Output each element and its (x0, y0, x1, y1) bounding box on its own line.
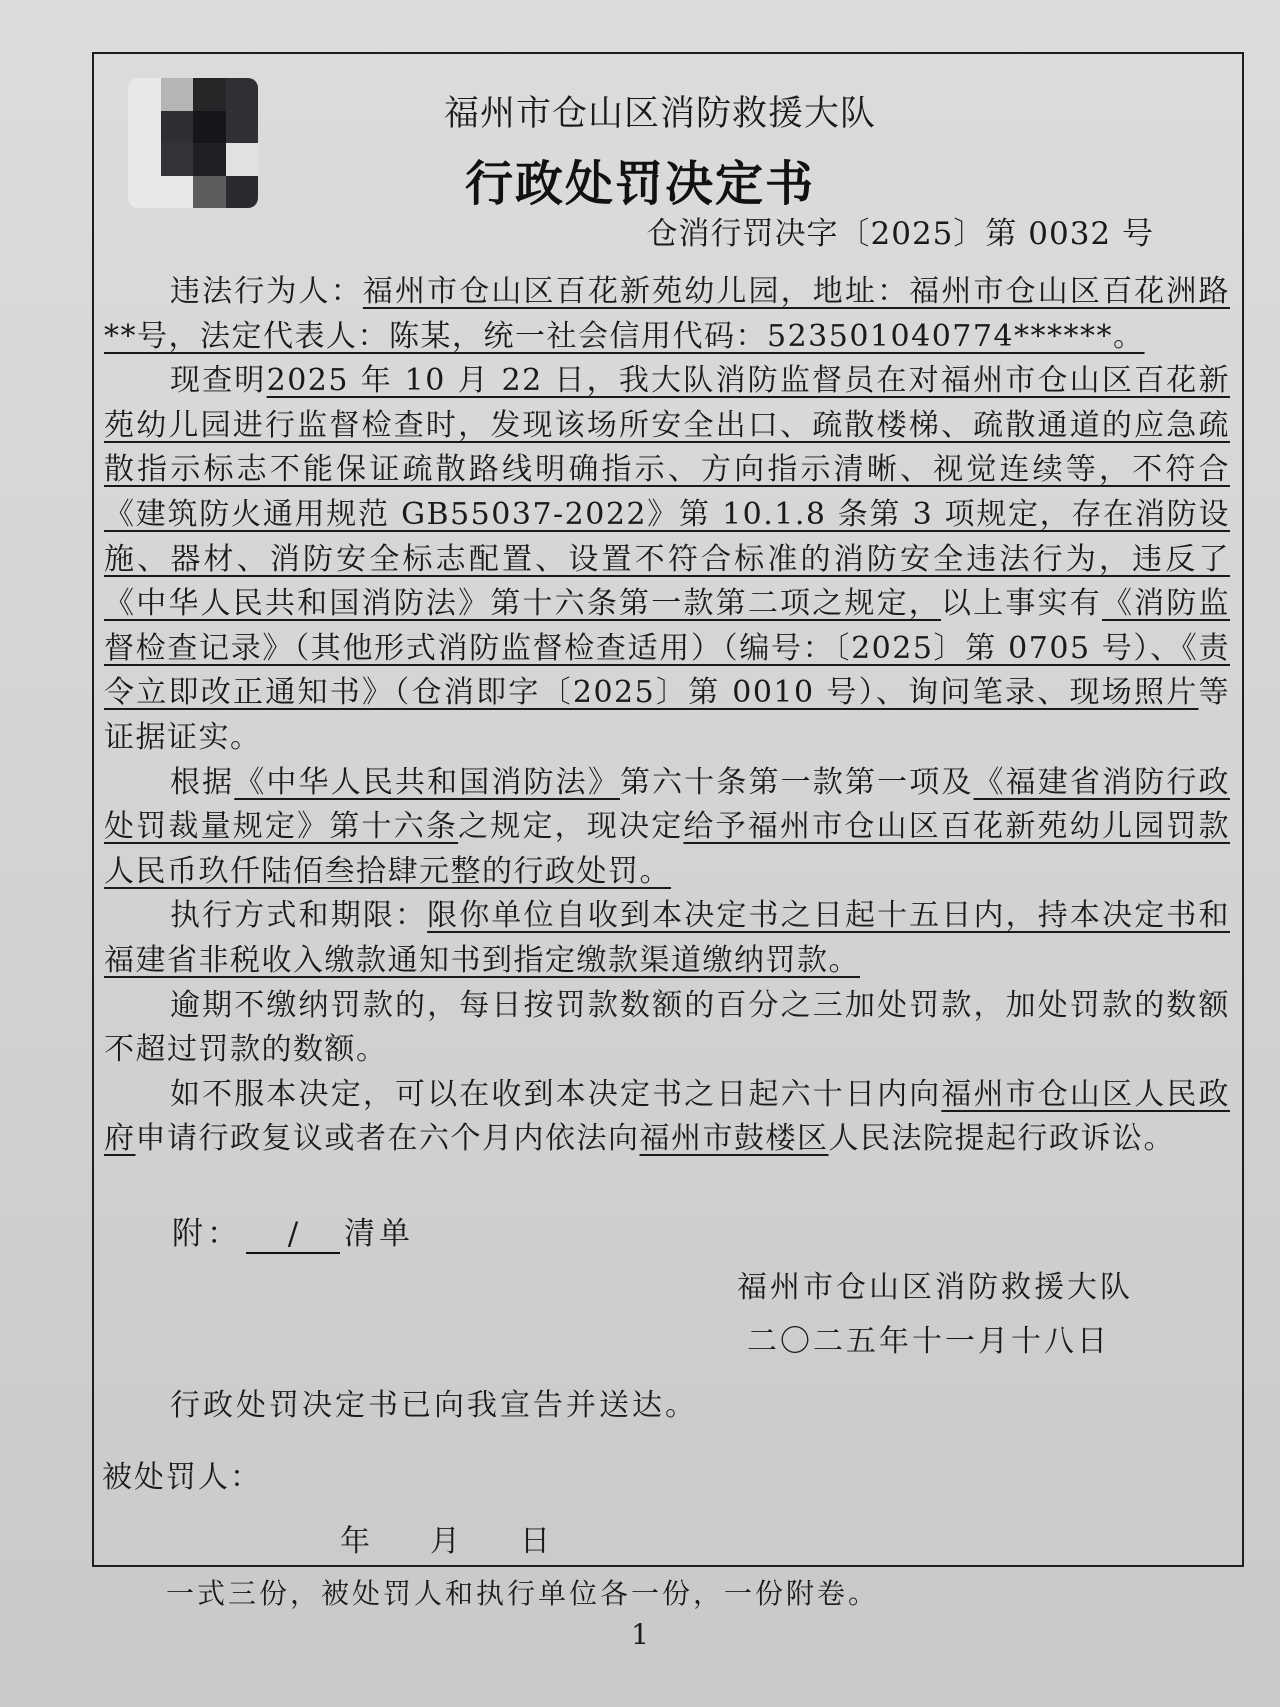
day-label: 日 (520, 1524, 550, 1559)
document-body (104, 270, 1230, 1162)
appeal-government: 福州市仓山区人民政府 (104, 1076, 1230, 1157)
service-date-blanks (340, 1516, 610, 1560)
facts-details: 2025 年 10 月 22 日，我大队消防监督员在对福州市仓山区百花新苑幼儿园进行监督检查时，发现该场所安全出口、疏散楼梯、疏散通道的应急疏散指示标志不能保证疏散路线明确指示、方向指示清晰、视觉连续等，不符合《建筑防火通用规范 GB55037-2022》第 10.1.8 条第 3 项规定，存在消防设施、器材、消防安全标志配置、设置不符合标准的消防安全违法行为，违反了《中华人民共和国消防法》第十六条第一款第二项之规定， (104, 363, 1230, 622)
execution-label: 执行方式和期限： (170, 898, 428, 934)
attachment-label: 附： (172, 1216, 242, 1252)
appeal-court-area: 福州市鼓楼区 (639, 1121, 829, 1157)
service-statement: 行政处罚决定书已向我宣告并送达。 (170, 1388, 698, 1423)
evidence-lead: 以上事实有 (940, 586, 1102, 622)
signature-organization: 福州市仓山区消防救援大队 (737, 1270, 1133, 1305)
evidence-list: 《消防监督检查记录》（其他形式消防监督检查适用）（编号：〔2025〕第 0705 号）、《责令立即改正通知书》（仓消即字〔2025〕第 0010 号）、询问笔录、现场照片 (104, 586, 1231, 711)
execution-paragraph (104, 894, 1230, 983)
appeal-part3: 人民法院提起行政诉讼。 (828, 1121, 1175, 1157)
attachment-blank: / (246, 1216, 340, 1254)
basis-paragraph (104, 761, 1230, 895)
signature-date: 二〇二五年十一月十八日 (747, 1324, 1110, 1359)
facts-tail: 等证据证实。 (104, 675, 1230, 755)
penalized-party-label: 被处罚人： (102, 1460, 262, 1495)
violator-details: 福州市仓山区百花新苑幼儿园，地址：福州市仓山区百花洲路**号，法定代表人：陈某，统一社会信用代码：523501040774******。 (104, 274, 1230, 354)
basis-mid2: 之规定，现决定 (458, 809, 684, 845)
violator-paragraph (104, 270, 1230, 359)
basis-law: 《中华人民共和国消防法》 (234, 764, 620, 800)
basis-rule: 《福建省消防行政处罚裁量规定》第十六条 (104, 764, 1230, 845)
issuing-organization: 福州市仓山区消防救援大队 (443, 94, 876, 134)
page-number: 1 (631, 1618, 649, 1651)
violator-label: 违法行为人： (170, 274, 363, 309)
basis-lead: 根据 (170, 764, 235, 800)
appeal-paragraph (104, 1073, 1230, 1162)
overdue-paragraph: 逾期不缴纳罚款的，每日按罚款数额的百分之三加处罚款，加处罚款的数额不超过罚款的数额。 (104, 987, 1230, 1068)
attachment-line (172, 1208, 414, 1254)
year-label: 年 (340, 1524, 370, 1559)
facts-lead: 现查明 (170, 363, 267, 399)
penalty-decision: 给予福州市仓山区百花新苑幼儿园罚款人民币玖仟陆佰叁拾肆元整的行政处罚。 (104, 809, 1231, 889)
month-label: 月 (430, 1524, 460, 1559)
appeal-part1: 如不服本决定，可以在收到本决定书之日起六十日内向 (170, 1076, 942, 1112)
copies-note: 一式三份，被处罚人和执行单位各一份，一份附卷。 (166, 1577, 880, 1610)
attachment-suffix: 清单 (344, 1216, 414, 1252)
document-number: 仓消行罚决字〔2025〕第 0032 号 (646, 216, 1154, 252)
facts-paragraph (104, 359, 1230, 760)
document-title: 行政处罚决定书 (464, 156, 815, 212)
execution-details: 限你单位自收到本决定书之日起十五日内，持本决定书和福建省非税收入缴款通知书到指定缴款渠道缴纳罚款。 (104, 898, 1230, 978)
basis-mid1: 第六十条第一款第一项及 (619, 764, 974, 800)
appeal-part2: 申请行政复议或者在六个月内依法向 (135, 1121, 640, 1157)
